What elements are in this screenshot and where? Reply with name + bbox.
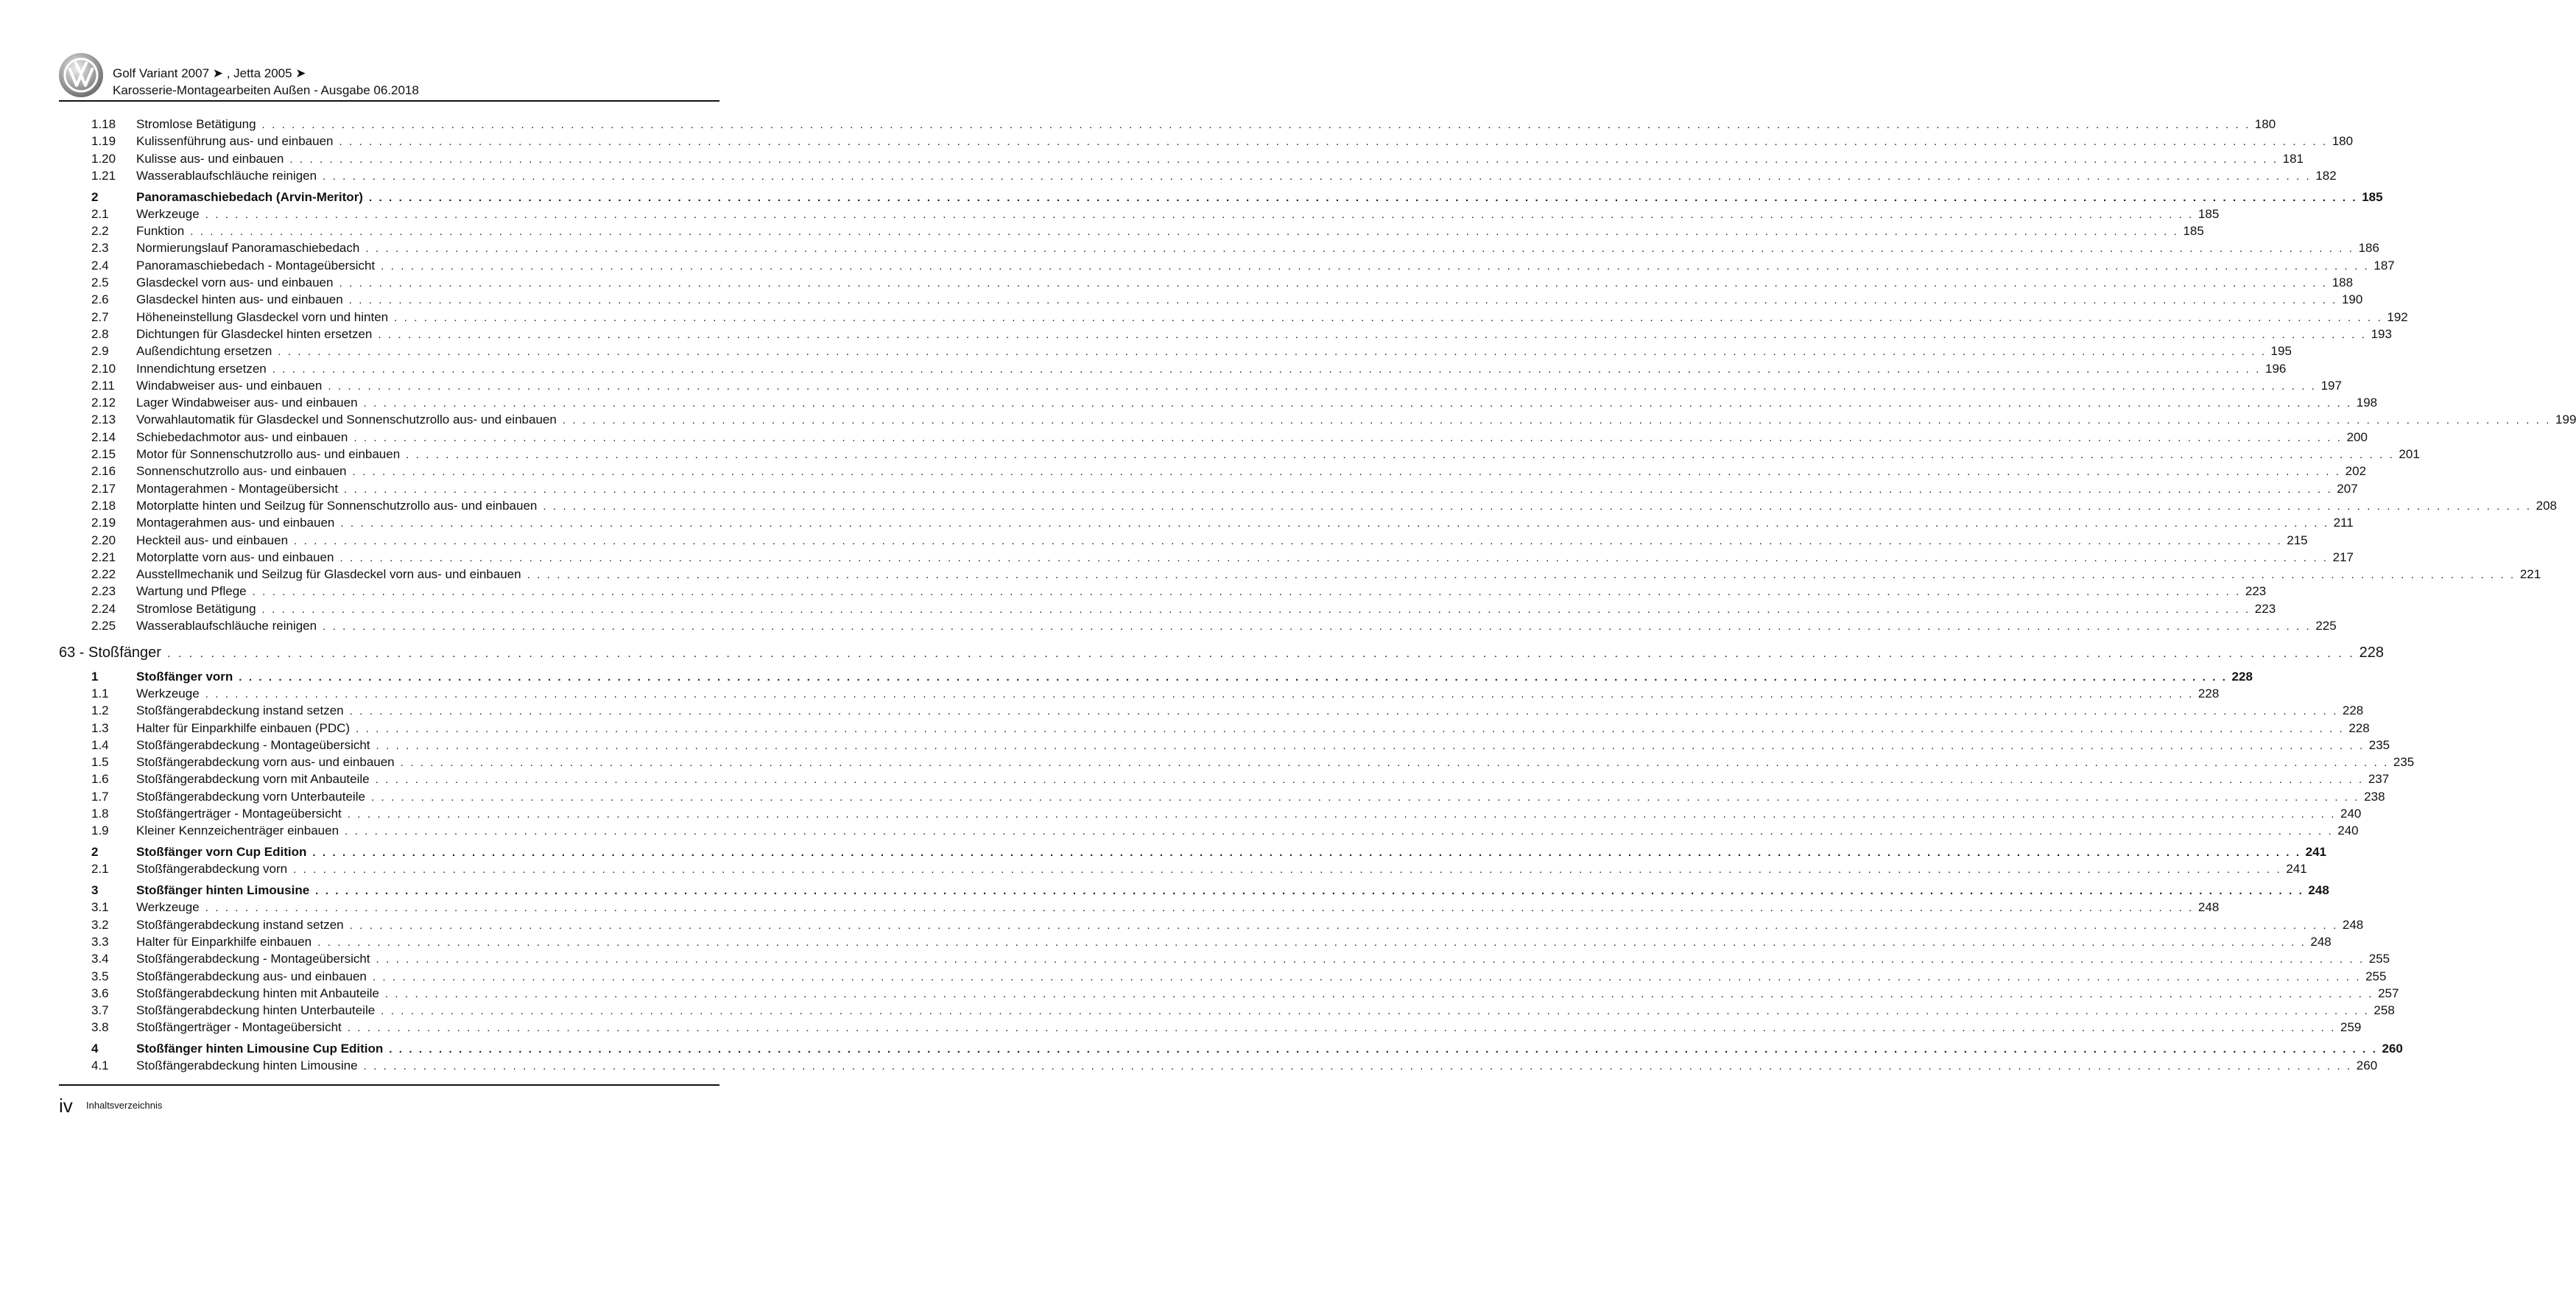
toc-page: 221 [2519,567,2541,582]
toc-number: 2.13 [91,412,116,427]
dot-leader: . . . . . . . . . . . . . . . . . . . . . . . . . . . . . . . . . . . . . . . . . . . . . . . . . . . . . . . . . . . . . . . . . . . . . . . . . . . . . . . . . . . . . . . . . . . . . . . . . . . . . . . . . . . . . . . . . . . . . . . . . . . . . . . . . . . . . . . . . . . . . . . . . . . . . . . . . . . . . . . . . . . . . . . . . . . . . . . . . . . . . . . . . . . . . . . . . . . . . . . . [339,551,2329,564]
toc-number: 2.15 [91,447,116,462]
vw-logo [59,53,103,97]
toc-number: 2.12 [91,396,116,410]
toc-page: 211 [2333,516,2354,530]
toc-page: 185 [2197,206,2220,221]
toc-page: 248 [2308,883,2329,898]
dot-leader: . . . . . . . . . . . . . . . . . . . . . . . . . . . . . . . . . . . . . . . . . . . . . . . . . . . . . . . . . . . . . . . . . . . . . . . . . . . . . . . . . . . . . . . . . . . . . . . . . . . . . . . . . . . . . . . . . . . . . . . . . . . . . . . . . . . . . . . . . . . . . . . . . . . . . . . . . . . . . . . . . . . . . . . . . . . . . . . . . . . . . . . . . . . . . . . . . . . . . . . . [293,863,2282,877]
toc-page: 180 [2254,117,2276,131]
toc-page: 248 [2342,917,2364,932]
toc-title: Glasdeckel hinten aus- und einbauen [136,292,343,307]
toc-title: Stoßfängerträger - Montageübersicht [136,1020,342,1035]
toc-page: 248 [2310,934,2332,949]
toc-number: 2.6 [91,292,109,307]
toc-entry[interactable] [59,429,2368,446]
toc-title: Halter für Einparkhilfe einbauen (PDC) [136,720,351,735]
toc-page: 192 [2387,309,2408,324]
dot-leader: . . . . . . . . . . . . . . . . . . . . . . . . . . . . . . . . . . . . . . . . . . . . . . . . . . . . . . . . . . . . . . . . . . . . . . . . . . . . . . . . . . . . . . . . . . . . . . . . . . . . . . . . . . . . . . . . . . . . . . . . . . . . . . . . . . . . . . . . . . . . . . . . . . . . . . . . . . . . . . . . . . . . . . . . . . . . . . . . . . . . . . . . . . . . . . . . . . . . . . . . [394,311,2383,324]
dot-leader: . . . . . . . . . . . . . . . . . . . . . . . . . . . . . . . . . . . . . . . . . . . . . . . . . . . . . . . . . . . . . . . . . . . . . . . . . . . . . . . . . . . . . . . . . . . . . . . . . . . . . . . . . . . . . . . . . . . . . . . . . . . . . . . . . . . . . . . . . . . . . . . . . . . . . . . . . . . . . . . . . . . . . . . . . . . . . . . . . . . . . . . . . . . . . . . . . . . . . . . . [370,790,2360,804]
dot-leader: . . . . . . . . . . . . . . . . . . . . . . . . . . . . . . . . . . . . . . . . . . . . . . . . . . . . . . . . . . . . . . . . . . . . . . . . . . . . . . . . . . . . . . . . . . . . . . . . . . . . . . . . . . . . . . . . . . . . . . . . . . . . . . . . . . . . . . . . . . . . . . . . . . . . . . . . . . . . . . . . . . . . . . . . . . . . . . . . . . . . . . . . . . . . . . . . . . . . . . . . [239,670,2228,684]
dot-leader: . . . . . . . . . . . . . . . . . . . . . . . . . . . . . . . . . . . . . . . . . . . . . . . . . . . . . . . . . . . . . . . . . . . . . . . . . . . . . . . . . . . . . . . . . . . . . . . . . . . . . . . . . . . . . . . . . . . . . . . . . . . . . . . . . . . . . . . . . . . . . . . . . . . . . . . . . . . . . . . . . . . . . . . . . . . . . . . . . . . . . . . . . . . . . . . . . . . . . . . . [317,935,2306,949]
toc-page: 238 [2364,789,2385,804]
toc-number: 2.21 [91,550,116,564]
toc-number: 1.2 [91,703,109,718]
toc-number: 2.3 [91,241,109,256]
toc-entry[interactable] [59,222,2204,239]
toc-page: 187 [2373,258,2395,273]
toc-entry[interactable] [59,326,2392,343]
toc-page: 259 [2340,1020,2362,1035]
dot-leader: . . . . . . . . . . . . . . . . . . . . . . . . . . . . . . . . . . . . . . . . . . . . . . . . . . . . . . . . . . . . . . . . . . . . . . . . . . . . . . . . . . . . . . . . . . . . . . . . . . . . . . . . . . . . . . . . . . . . . . . . . . . . . . . . . . . . . . . . . . . . . . . . . . . . . . . . . . . . . . . . . . . . . . . . . . . . . . . . . . . . . . . . . . . . . . . . . . . . . . . . [562,414,2552,427]
toc-entry[interactable] [59,167,2337,184]
dot-leader: . . . . . . . . . . . . . . . . . . . . . . . . . . . . . . . . . . . . . . . . . . . . . . . . . . . . . . . . . . . . . . . . . . . . . . . . . . . . . . . . . . . . . . . . . . . . . . . . . . . . . . . . . . . . . . . . . . . . . . . . . . . . . . . . . . . . . . . . . . . . . . . . . . . . . . . . . . . . . . . . . . . . . . . . . . . . . . . . . . . . . . . . . . . . . . . . . . . . . . . . [252,586,2241,599]
toc-page: 225 [2315,619,2337,633]
toc-title: Heckteil aus- und einbauen [136,533,289,547]
dot-leader: . . . . . . . . . . . . . . . . . . . . . . . . . . . . . . . . . . . . . . . . . . . . . . . . . . . . . . . . . . . . . . . . . . . . . . . . . . . . . . . . . . . . . . . . . . . . . . . . . . . . . . . . . . . . . . . . . . . . . . . . . . . . . . . . . . . . . . . . . . . . . . . . . . . . . . . . . . . . . . . . . . . . . . . . . . . . . . . . . . . . . . . . . . . . . . . . . . . . . . . . [353,431,2343,444]
toc-entry[interactable] [59,702,2364,719]
toc-number: 2.7 [91,309,109,324]
toc-title: Stoßfängerabdeckung hinten mit Anbauteile [136,986,379,1000]
toc-page: 257 [2378,986,2399,1000]
toc-title: Stoßfänger vorn [136,669,233,684]
header-model: Golf Variant 2007 ➤ , Jetta 2005 ➤ [113,66,306,80]
toc-entry[interactable] [59,360,2287,377]
toc-number: 2.11 [91,378,115,393]
toc-number: 2.25 [91,619,116,633]
toc-title: Stoßfängerabdeckung hinten Limousine [136,1058,358,1073]
toc-number: 4.1 [91,1058,109,1073]
dot-leader: . . . . . . . . . . . . . . . . . . . . . . . . . . . . . . . . . . . . . . . . . . . . . . . . . . . . . . . . . . . . . . . . . . . . . . . . . . . . . . . . . . . . . . . . . . . . . . . . . . . . . . . . . . . . . . . . . . . . . . . . . . . . . . . . . . . . . . . . . . . . . . . . . . . . . . . . . . . . . . . . . . . . . . . . . . . . . . . . . . . . . . . . . . . . . . . . . . . . . . . . [376,739,2365,752]
toc-page: 197 [2320,378,2342,393]
toc-page: 240 [2340,807,2362,821]
toc-title: Funktion [136,224,185,239]
toc-entry[interactable] [59,788,2385,805]
toc-entry[interactable] [59,446,2420,463]
toc-title: Motorplatte vorn aus- und einbauen [136,550,334,564]
toc-title: Normierungslauf Panoramaschiebedach [136,241,360,256]
dot-leader: . . . . . . . . . . . . . . . . . . . . . . . . . . . . . . . . . . . . . . . . . . . . . . . . . . . . . . . . . . . . . . . . . . . . . . . . . . . . . . . . . . . . . . . . . . . . . . . . . . . . . . . . . . . . . . . . . . . . . . . . . . . . . . . . . . . . . . . . . . . . . . . . . . . . . . . . . . . . . . . . . . . . . . . . . . . . . . . . . . . . . . . . . . . . . . . . . . . . . . . . [261,603,2251,616]
toc-number: 2.18 [91,498,116,513]
toc-page: 255 [2365,969,2387,983]
toc-title: Wasserablaufschläuche reinigen [136,168,317,183]
toc-number: 2.24 [91,601,116,616]
dot-leader: . . . . . . . . . . . . . . . . . . . . . . . . . . . . . . . . . . . . . . . . . . . . . . . . . . . . . . . . . . . . . . . . . . . . . . . . . . . . . . . . . . . . . . . . . . . . . . . . . . . . . . . . . . . . . . . . . . . . . . . . . . . . . . . . . . . . . . . . . . . . . . . . . . . . . . . . . . . . . . . . . . . . . . . . . . . . . . . . . . . . . . . . . . . . . . . . . . . . . . . . [349,919,2338,932]
toc-number: 1.8 [91,807,109,821]
toc-section[interactable] [59,843,2326,860]
toc-page: 185 [2362,189,2383,204]
toc-entry[interactable] [59,822,2359,839]
toc-entry[interactable] [59,1019,2362,1036]
footer-divider [59,1084,719,1086]
toc-entry[interactable] [59,206,2220,222]
toc-title: Werkzeuge [136,900,200,915]
toc-entry[interactable] [59,309,2408,326]
dot-leader: . . . . . . . . . . . . . . . . . . . . . . . . . . . . . . . . . . . . . . . . . . . . . . . . . . . . . . . . . . . . . . . . . . . . . . . . . . . . . . . . . . . . . . . . . . . . . . . . . . . . . . . . . . . . . . . . . . . . . . . . . . . . . . . . . . . . . . . . . . . . . . . . . . . . . . . . . . . . . . . . . . . . . . . . . . . . . . . . . . . . . . . . . . . . . . . . . . . . . . . . [543,499,2532,513]
toc-number: 3.7 [91,1003,109,1018]
toc-number: 3.4 [91,952,109,966]
toc-number: 3.2 [91,917,109,932]
dot-leader: . . . . . . . . . . . . . . . . . . . . . . . . . . . . . . . . . . . . . . . . . . . . . . . . . . . . . . . . . . . . . . . . . . . . . . . . . . . . . . . . . . . . . . . . . . . . . . . . . . . . . . . . . . . . . . . . . . . . . . . . . . . . . . . . . . . . . . . . . . . . . . . . . . . . . . . . . . . . . . . . . . . . . . . . . . . . . . . . . . . . . . . . . . . . . . . . . . . . . . . . [389,1043,2378,1056]
toc-page: 207 [2337,481,2358,496]
toc-title: Stromlose Betätigung [136,601,256,616]
toc-entry[interactable] [59,737,2390,754]
dot-leader: . . . . . . . . . . . . . . . . . . . . . . . . . . . . . . . . . . . . . . . . . . . . . . . . . . . . . . . . . . . . . . . . . . . . . . . . . . . . . . . . . . . . . . . . . . . . . . . . . . . . . . . . . . . . . . . . . . . . . . . . . . . . . . . . . . . . . . . . . . . . . . . . . . . . . . . . . . . . . . . . . . . . . . . . . . . . . . . . . . . . . . . . . . . . . . . . . . . . . . . . [315,885,2304,898]
dot-leader: . . . . . . . . . . . . . . . . . . . . . . . . . . . . . . . . . . . . . . . . . . . . . . . . . . . . . . . . . . . . . . . . . . . . . . . . . . . . . . . . . . . . . . . . . . . . . . . . . . . . . . . . . . . . . . . . . . . . . . . . . . . . . . . . . . . . . . . . . . . . . . . . . . . . . . . . . . . . . . . . . . . . . . . . . . . . . . . . . . . . . . . . . . . . . . . . . . . . . . . . [384,987,2374,1000]
toc-entry[interactable] [59,514,2354,531]
toc-title: Stoßfängerabdeckung instand setzen [136,917,344,932]
toc-number: 1.4 [91,737,109,752]
dot-leader: . . . . . . . . . . . . . . . . . . . . . . . . . . . . . . . . . . . . . . . . . . . . . . . . . . . . . . . . . . . . . . . . . . . . . . . . . . . . . . . . . . . . . . . . . . . . . . . . . . . . . . . . . . . . . . . . . . . . . . . . . . . . . . . . . . . . . . . . . . . . . . . . . . . . . . . . . . . . . . . . . . . . . . . . . . . . . . . . . . . . . . . . . . . . . . . . . . . . . . . . [527,569,2516,582]
dot-leader: . . . . . . . . . . . . . . . . . . . . . . . . . . . . . . . . . . . . . . . . . . . . . . . . . . . . . . . . . . . . . . . . . . . . . . . . . . . . . . . . . . . . . . . . . . . . . . . . . . . . . . . . . . . . . . . . . . . . . . . . . . . . . . . . . . . . . . . . . . . . . . . . . . . . . . . . . . . . . . . . . . . . . . . . . . . . . . . . . . . . . . . . . . . . . . . . . . . . . . . . [205,208,2194,221]
toc-entry[interactable] [59,394,2378,411]
dot-leader: . . . . . . . . . . . . . . . . . . . . . . . . . . . . . . . . . . . . . . . . . . . . . . . . . . . . . . . . . . . . . . . . . . . . . . . . . . . . . . . . . . . . . . . . . . . . . . . . . . . . . . . . . . . . . . . . . . . . . . . . . . . . . . . . . . . . . . . . . . . . . . . . . . . . . . . . . . . . . . . . . . . . . . . . . . . . . . . . . . . . . . . . . . . . . . . . . . . . . . . . [347,808,2336,821]
toc-title: Vorwahlautomatik für Glasdeckel und Sonnenschutzrollo aus- und einbauen [136,412,557,427]
toc-title: Stoßfängerabdeckung hinten Unterbauteile [136,1003,376,1018]
toc-number: 2 [91,845,99,860]
toc-entry[interactable] [59,770,2390,787]
toc-title: Innendichtung ersetzen [136,361,267,376]
toc-entry[interactable] [59,985,2399,1002]
toc-entry[interactable] [59,899,2220,916]
toc-title: Höheneinstellung Glasdeckel vorn und hinten [136,309,389,324]
toc-entry[interactable] [59,968,2387,985]
toc-page: 200 [2346,429,2368,444]
toc-entry[interactable] [59,133,2354,150]
dot-leader: . . . . . . . . . . . . . . . . . . . . . . . . . . . . . . . . . . . . . . . . . . . . . . . . . . . . . . . . . . . . . . . . . . . . . . . . . . . . . . . . . . . . . . . . . . . . . . . . . . . . . . . . . . . . . . . . . . . . . . . . . . . . . . . . . . . . . . . . . . . . . . . . . . . . . . . . . . . . . . . . . . . . . . . . . . . . . . . . . . . . . . . . . . . . . . . . . . . . . . . . [356,722,2345,735]
toc-number: 2.14 [91,429,116,444]
toc-entry[interactable] [59,150,2304,167]
toc-chapter[interactable] [59,642,2385,664]
toc-page: 186 [2358,241,2379,256]
dot-leader: . . . . . . . . . . . . . . . . . . . . . . . . . . . . . . . . . . . . . . . . . . . . . . . . . . . . . . . . . . . . . . . . . . . . . . . . . . . . . . . . . . . . . . . . . . . . . . . . . . . . . . . . . . . . . . . . . . . . . . . . . . . . . . . . . . . . . . . . . . . . . . . . . . . . . . . . . . . . . . . . . . . . . . . . . . . . . . . . . . . . . . . . . . . . . . . . . . . . . . . . [372,970,2362,983]
dot-leader: . . . . . . . . . . . . . . . . . . . . . . . . . . . . . . . . . . . . . . . . . . . . . . . . . . . . . . . . . . . . . . . . . . . . . . . . . . . . . . . . . . . . . . . . . . . . . . . . . . . . . . . . . . . . . . . . . . . . . . . . . . . . . . . . . . . . . . . . . . . . . . . . . . . . . . . . . . . . . . . . . . . . . . . . . . . . . . . . . . . . . . . . . . . . . . . . . . . . . . . . [363,1060,2352,1073]
toc-title: Stoßfänger vorn Cup Edition [136,845,307,860]
dot-leader: . . . . . . . . . . . . . . . . . . . . . . . . . . . . . . . . . . . . . . . . . . . . . . . . . . . . . . . . . . . . . . . . . . . . . . . . . . . . . . . . . . . . . . . . . . . . . . . . . . . . . . . . . . . . . . . . . . . . . . . . . . . . . . . . . . . . . . . . . . . . . . . . . . . . . . . . . . . . . . . . . . . . . . . . . . . . . . . . . . . . . . . . . . . . . . . . . . . . . . . . [381,1005,2370,1018]
toc-entry[interactable] [59,805,2362,822]
footer-label: Inhaltsverzeichnis [86,1100,163,1111]
dot-leader: . . . . . . . . . . . . . . . . . . . . . . . . . . . . . . . . . . . . . . . . . . . . . . . . . . . . . . . . . . . . . . . . . . . . . . . . . . . . . . . . . . . . . . . . . . . . . . . . . . . . . . . . . . . . . . . . . . . . . . . . . . . . . . . . . . . . . . . . . . . . . . . . . . . . . . . . . . . . . . . . . . . . . . . . . . . . . . . . . . . . . . . . . . . . . . . . . . . . . . . . [205,687,2194,701]
toc-title: Panoramaschiebedach - Montageübersicht [136,258,376,273]
toc-entry[interactable] [59,916,2364,933]
toc-entry[interactable] [59,860,2307,877]
toc-entry[interactable] [59,754,2415,770]
toc-title: Montagerahmen aus- und einbauen [136,516,335,530]
dot-leader: . . . . . . . . . . . . . . . . . . . . . . . . . . . . . . . . . . . . . . . . . . . . . . . . . . . . . . . . . . . . . . . . . . . . . . . . . . . . . . . . . . . . . . . . . . . . . . . . . . . . . . . . . . . . . . . . . . . . . . . . . . . . . . . . . . . . . . . . . . . . . . . . . . . . . . . . . . . . . . . . . . . . . . . . . . . . . . . . . . . . . . . . . . . . . . . . . . . . . . . . [352,466,2341,479]
toc-entry[interactable] [59,497,2557,514]
toc-title: Montagerahmen - Montageübersicht [136,481,339,496]
toc-entry[interactable] [59,343,2292,359]
toc-title: Stoßfängerabdeckung - Montageübersicht [136,952,370,966]
toc-entry[interactable] [59,583,2267,600]
toc-page: 240 [2337,824,2359,838]
toc-number: 1.6 [91,772,109,787]
toc-page: 223 [2245,584,2267,599]
toc-entry[interactable] [59,274,2354,291]
toc-title: Stromlose Betätigung [136,117,256,131]
toc-title: Kulisse aus- und einbauen [136,151,284,166]
toc-entry[interactable] [59,600,2276,617]
dot-leader: . . . . . . . . . . . . . . . . . . . . . . . . . . . . . . . . . . . . . . . . . . . . . . . . . . . . . . . . . . . . . . . . . . . . . . . . . . . . . . . . . . . . . . . . . . . . . . . . . . . . . . . . . . . . . . . . . . . . . . . . . . . . . . . . . . . . . . . . . . . . . . . . . . . . . . . . . . . . . . . . . . . . . . . . . . . . . . . . . . . . . . . . . . . . . . . . . . . . . . . . [349,705,2338,718]
toc-title: Motor für Sonnenschutzrollo aus- und einbauen [136,447,401,462]
toc-page: 235 [2368,737,2390,752]
toc-title: Stoßfängerabdeckung vorn mit Anbauteile [136,772,370,787]
toc-title: Windabweiser aus- und einbauen [136,378,323,393]
toc-page: 188 [2332,275,2354,290]
toc-title: Schiebedachmotor aus- und einbauen [136,429,348,444]
dot-leader: . . . . . . . . . . . . . . . . . . . . . . . . . . . . . . . . . . . . . . . . . . . . . . . . . . . . . . . . . . . . . . . . . . . . . . . . . . . . . . . . . . . . . . . . . . . . . . . . . . . . . . . . . . . . . . . . . . . . . . . . . . . . . . . . . . . . . . . . . . . . . . . . . . . . . . . . . . . . . . . . . . . . . . . . . . . . . . . . . . . . . . . . . . . . . . . . . . . . . . . . [348,294,2337,307]
toc-number: 2.22 [91,567,116,582]
toc-title: Werkzeuge [136,686,200,701]
toc-number: 2.2 [91,224,109,239]
dot-leader: . . . . . . . . . . . . . . . . . . . . . . . . . . . . . . . . . . . . . . . . . . . . . . . . . . . . . . . . . . . . . . . . . . . . . . . . . . . . . . . . . . . . . . . . . . . . . . . . . . . . . . . . . . . . . . . . . . . . . . . . . . . . . . . . . . . . . . . . . . . . . . . . . . . . . . . . . . . . . . . . . . . . . . . . . . . . . . . . . . . . . . . . . . . . . . . . . . . . . . . . [340,517,2329,530]
toc-title: Außendichtung ersetzen [136,344,272,359]
dot-leader: . . . . . . . . . . . . . . . . . . . . . . . . . . . . . . . . . . . . . . . . . . . . . . . . . . . . . . . . . . . . . . . . . . . . . . . . . . . . . . . . . . . . . . . . . . . . . . . . . . . . . . . . . . . . . . . . . . . . . . . . . . . . . . . . . . . . . . . . . . . . . . . . . . . . . . . . . . . . . . . . . . . . . . . . . . . . . . . . . . . . . . . . . . . . . . . . . . . . . . . . [261,119,2251,131]
toc-section[interactable] [59,882,2329,899]
dot-leader: . . . . . . . . . . . . . . . . . . . . . . . . . . . . . . . . . . . . . . . . . . . . . . . . . . . . . . . . . . . . . . . . . . . . . . . . . . . . . . . . . . . . . . . . . . . . . . . . . . . . . . . . . . . . . . . . . . . . . . . . . . . . . . . . . . . . . . . . . . . . . . . . . . . . . . . . . . . . . . . . . . . . . . . . . . . . . . . . . . . . . . . . . . . . . . . . . . . . . . . . [339,136,2328,149]
toc-section[interactable] [59,1040,2403,1057]
dot-leader: . . . . . . . . . . . . . . . . . . . . . . . . . . . . . . . . . . . . . . . . . . . . . . . . . . . . . . . . . . . . . . . . . . . . . . . . . . . . . . . . . . . . . . . . . . . . . . . . . . . . . . . . . . . . . . . . . . . . . . . . . . . . . . . . . . . . . . . . . . . . . . . . . . . . . . . . . . . . . . . . . . . . . . . . . . . . . . . . . . . . . . . . . . . . . . . . . . . . . . . . [289,152,2278,166]
footer-page-number: iv [59,1095,73,1117]
toc-page: 260 [2356,1058,2378,1073]
toc-number: 1.3 [91,720,109,735]
toc-number: 3.8 [91,1020,109,1035]
toc-page: 228 [2342,703,2364,718]
toc-title: Wartung und Pflege [136,584,247,599]
toc-page: 255 [2368,952,2390,966]
dot-leader: . . . . . . . . . . . . . . . . . . . . . . . . . . . . . . . . . . . . . . . . . . . . . . . . . . . . . . . . . . . . . . . . . . . . . . . . . . . . . . . . . . . . . . . . . . . . . . . . . . . . . . . . . . . . . . . . . . . . . . . . . . . . . . . . . . . . . . . . . . . . . . . . . . . . . . . . . . . . . . . . . . . . . . . . . . . . . . . . . . . . . . . . . . . . . . . . . . . . . . . . [365,242,2354,256]
toc-title: Stoßfänger hinten Limousine [136,883,310,898]
toc-page: 190 [2341,292,2363,307]
toc-page: 180 [2332,134,2354,149]
toc-page: 196 [2264,361,2287,376]
toc-page: 228 [2348,720,2370,735]
toc-title: Dichtungen für Glasdeckel hinten ersetzen [136,326,373,341]
toc-page: 241 [2305,845,2326,860]
toc-entry[interactable] [59,617,2337,634]
toc-title: Panoramaschiebedach (Arvin-Meritor) [136,189,363,204]
toc-number: 2.4 [91,258,109,273]
toc-page: 217 [2332,550,2354,564]
toc-number: 1.9 [91,824,109,838]
dot-leader: . . . . . . . . . . . . . . . . . . . . . . . . . . . . . . . . . . . . . . . . . . . . . . . . . . . . . . . . . . . . . . . . . . . . . . . . . . . . . . . . . . . . . . . . . . . . . . . . . . . . . . . . . . . . . . . . . . . . . . . . . . . . . . . . . . . . . . . . . . . . . . . . . . . . . . . . . . . . . . . . . . . . . . . . . . . . . . . . . . . . . . . . . . . . . . . . . . . . . . . . [400,756,2389,770]
toc-number: 3 [91,883,99,898]
toc-title: Ausstellmechanik und Seilzug für Glasdeckel vorn aus- und einbauen [136,567,521,582]
toc-page: 223 [2254,601,2276,616]
toc-entry[interactable] [59,933,2332,950]
toc-section[interactable] [59,668,2253,685]
toc-page: 195 [2270,344,2292,359]
toc-number: 2.1 [91,862,109,877]
toc-entry[interactable] [59,411,2576,428]
dot-leader: . . . . . . . . . . . . . . . . . . . . . . . . . . . . . . . . . . . . . . . . . . . . . . . . . . . . . . . . . . . . . . . . . . . . . . . . . . . . . . . . . . . . . . . . . . . . . . . . . . . . . . . . . . . . . . . . . . . . . . . . . . . . . . . . . . . . . . . . . . . . . . . . . . . . . . . . . . . . . . . . . . . . . . . . . . . . . . . . . . . . . . . . . . . . . . . . . . . . . . . . [368,191,2358,204]
toc-number: 2.10 [91,361,116,376]
toc-number: 1.20 [91,151,116,166]
toc-number: 2.5 [91,275,109,290]
toc-entry[interactable] [59,720,2370,737]
toc-number: 2.20 [91,533,116,547]
toc-entry[interactable] [59,377,2342,394]
toc-number: 4 [91,1042,99,1056]
toc-title: Kulissenführung aus- und einbauen [136,134,334,149]
toc-page: 228 [2359,645,2385,661]
dot-leader: . . . . . . . . . . . . . . . . . . . . . . . . . . . . . . . . . . . . . . . . . . . . . . . . . . . . . . . . . . . . . . . . . . . . . . . . . . . . . . . . . . . . . . . . . . . . . . . . . . . . . . . . . . . . . . . . . . . . . . . . . . . . . . . . . . . . . . . . . . . . . . . . . . . . . . . . . . . . . . . . . . . . . . . . . . . . . . . . . . . . . . . . . . . . . . . . . . . . . . . . [339,277,2328,290]
toc-section[interactable] [59,189,2383,206]
toc-page: 202 [2345,464,2367,479]
header-manual-title: Karosserie-Montagearbeiten Außen - Ausgabe 06.2018 [113,83,419,97]
dot-leader: . . . . . . . . . . . . . . . . . . . . . . . . . . . . . . . . . . . . . . . . . . . . . . . . . . . . . . . . . . . . . . . . . . . . . . . . . . . . . . . . . . . . . . . . . . . . . . . . . . . . . . . . . . . . . . . . . . . . . . . . . . . . . . . . . . . . . . . . . . . . . . . . . . . . . . . . . . . . . . . . . . . . . . . . . . . . . . . . . . . . . . . . . . . . . . . . . . . . . . . . [328,379,2317,393]
toc-page: 258 [2373,1003,2395,1018]
toc-title: Lager Windabweiser aus- und einbauen [136,396,358,410]
dot-leader: . . . . . . . . . . . . . . . . . . . . . . . . . . . . . . . . . . . . . . . . . . . . . . . . . . . . . . . . . . . . . . . . . . . . . . . . . . . . . . . . . . . . . . . . . . . . . . . . . . . . . . . . . . . . . . . . . . . . . . . . . . . . . . . . . . . . . . . . . . . . . . . . . . . . . . . . . . . . . . . . . . . . . . . . . . . . . . . . . . . . . . . . . . . . . . . . . . . . . . . . [345,825,2334,838]
toc-page: 181 [2282,151,2304,166]
toc-entry[interactable] [59,291,2363,308]
dot-leader: . . . . . . . . . . . . . . . . . . . . . . . . . . . . . . . . . . . . . . . . . . . . . . . . . . . . . . . . . . . . . . . . . . . . . . . . . . . . . . . . . . . . . . . . . . . . . . . . . . . . . . . . . . . . . . . . . . . . . . . . . . . . . . . . . . . . . . . . . . . . . . . . . . . . . . . . . . . . . . . . . . . . . . . . . . . . . . . . . . . . . . . . . . . . . . . . . . . . . . . . [363,397,2352,410]
toc-entry[interactable] [59,566,2541,583]
toc-entry[interactable] [59,116,2276,133]
dot-leader: . . . . . . . . . . . . . . . . . . . . . . . . . . . . . . . . . . . . . . . . . . . . . . . . . . . . . . . . . . . . . . . . . . . . . . . . . . . . . . . . . . . . . . . . . . . . . . . . . . . . . . . . . . . . . . . . . . . . . . . . . . . . . . . . . . . . . . . . . . . . . . . . . . . . . . . . . . . . . . . . . . . . . . . . . . . . . . . . . . . . . . . . . . . . . . . . . . . . . . . . [347,1022,2336,1035]
toc-page: 235 [2393,755,2415,770]
toc-title: Stoßfängerabdeckung vorn Unterbauteile [136,789,365,804]
toc-entry[interactable] [59,239,2379,256]
toc-title: Stoßfängerabdeckung - Montageübersicht [136,737,370,752]
toc-page: 185 [2183,224,2204,239]
toc-page: 208 [2535,498,2557,513]
toc-page: 228 [2197,686,2220,701]
toc-title: Stoßfängerträger - Montageübersicht [136,807,342,821]
dot-leader: . . . . . . . . . . . . . . . . . . . . . . . . . . . . . . . . . . . . . . . . . . . . . . . . . . . . . . . . . . . . . . . . . . . . . . . . . . . . . . . . . . . . . . . . . . . . . . . . . . . . . . . . . . . . . . . . . . . . . . . . . . . . . . . . . . . . . . . . . . . . . . . . . . . . . . . . . . . . . . . . . . . . . . . . . . . . . . . . . . . . . . . . . . . . . . . . . . . . . . . . [205,902,2194,915]
toc-title: Halter für Einparkhilfe einbauen [136,934,312,949]
toc-number: 1.7 [91,789,109,804]
dot-leader: . . . . . . . . . . . . . . . . . . . . . . . . . . . . . . . . . . . . . . . . . . . . . . . . . . . . . . . . . . . . . . . . . . . . . . . . . . . . . . . . . . . . . . . . . . . . . . . . . . . . . . . . . . . . . . . . . . . . . . . . . . . . . . . . . . . . . . . . . . . . . . . . . . . . . . . . . . . . . . . . . . . . . . . . . . . . . . . . . . . . . . . . . . . . . . . . . . . . . . . . [166,647,2355,661]
toc-entry[interactable] [59,549,2354,566]
toc-title: Stoßfängerabdeckung instand setzen [136,703,344,718]
dot-leader: . . . . . . . . . . . . . . . . . . . . . . . . . . . . . . . . . . . . . . . . . . . . . . . . . . . . . . . . . . . . . . . . . . . . . . . . . . . . . . . . . . . . . . . . . . . . . . . . . . . . . . . . . . . . . . . . . . . . . . . . . . . . . . . . . . . . . . . . . . . . . . . . . . . . . . . . . . . . . . . . . . . . . . . . . . . . . . . . . . . . . . . . . . . . . . . . . . . . . . . . [381,259,2370,273]
toc-page: 228 [2231,669,2253,684]
toc-page: 248 [2197,900,2220,915]
dot-leader: . . . . . . . . . . . . . . . . . . . . . . . . . . . . . . . . . . . . . . . . . . . . . . . . . . . . . . . . . . . . . . . . . . . . . . . . . . . . . . . . . . . . . . . . . . . . . . . . . . . . . . . . . . . . . . . . . . . . . . . . . . . . . . . . . . . . . . . . . . . . . . . . . . . . . . . . . . . . . . . . . . . . . . . . . . . . . . . . . . . . . . . . . . . . . . . . . . . . . . . . [378,328,2367,341]
toc-title: Wasserablaufschläuche reinigen [136,619,317,633]
toc-page: 199 [2555,412,2576,427]
toc-number: 3.3 [91,934,109,949]
toc-number: 1.5 [91,755,109,770]
toc-number: 1 [91,669,99,684]
dot-leader: . . . . . . . . . . . . . . . . . . . . . . . . . . . . . . . . . . . . . . . . . . . . . . . . . . . . . . . . . . . . . . . . . . . . . . . . . . . . . . . . . . . . . . . . . . . . . . . . . . . . . . . . . . . . . . . . . . . . . . . . . . . . . . . . . . . . . . . . . . . . . . . . . . . . . . . . . . . . . . . . . . . . . . . . . . . . . . . . . . . . . . . . . . . . . . . . . . . . . . . . [272,362,2261,376]
dot-leader: . . . . . . . . . . . . . . . . . . . . . . . . . . . . . . . . . . . . . . . . . . . . . . . . . . . . . . . . . . . . . . . . . . . . . . . . . . . . . . . . . . . . . . . . . . . . . . . . . . . . . . . . . . . . . . . . . . . . . . . . . . . . . . . . . . . . . . . . . . . . . . . . . . . . . . . . . . . . . . . . . . . . . . . . . . . . . . . . . . . . . . . . . . . . . . . . . . . . . . . . [376,953,2365,966]
dot-leader: . . . . . . . . . . . . . . . . . . . . . . . . . . . . . . . . . . . . . . . . . . . . . . . . . . . . . . . . . . . . . . . . . . . . . . . . . . . . . . . . . . . . . . . . . . . . . . . . . . . . . . . . . . . . . . . . . . . . . . . . . . . . . . . . . . . . . . . . . . . . . . . . . . . . . . . . . . . . . . . . . . . . . . . . . . . . . . . . . . . . . . . . . . . . . . . . . . . . . . . . [375,773,2364,787]
toc-page: 237 [2368,772,2390,787]
toc-page: 215 [2287,533,2308,547]
toc-title: Motorplatte hinten und Seilzug für Sonnenschutzrollo aus- und einbauen [136,498,538,513]
toc-number: 2.8 [91,326,109,341]
toc-entry[interactable] [59,463,2367,480]
table-of-contents [59,116,2576,1075]
toc-number: 2 [91,189,99,204]
toc-entry[interactable] [59,1057,2378,1074]
dot-leader: . . . . . . . . . . . . . . . . . . . . . . . . . . . . . . . . . . . . . . . . . . . . . . . . . . . . . . . . . . . . . . . . . . . . . . . . . . . . . . . . . . . . . . . . . . . . . . . . . . . . . . . . . . . . . . . . . . . . . . . . . . . . . . . . . . . . . . . . . . . . . . . . . . . . . . . . . . . . . . . . . . . . . . . . . . . . . . . . . . . . . . . . . . . . . . . . . . . . . . . . [406,449,2395,462]
toc-entry[interactable] [59,1002,2395,1019]
toc-page: 198 [2356,396,2378,410]
dot-leader: . . . . . . . . . . . . . . . . . . . . . . . . . . . . . . . . . . . . . . . . . . . . . . . . . . . . . . . . . . . . . . . . . . . . . . . . . . . . . . . . . . . . . . . . . . . . . . . . . . . . . . . . . . . . . . . . . . . . . . . . . . . . . . . . . . . . . . . . . . . . . . . . . . . . . . . . . . . . . . . . . . . . . . . . . . . . . . . . . . . . . . . . . . . . . . . . . . . . . . . . [344,482,2333,496]
toc-page: 201 [2399,447,2420,462]
toc-title: Stoßfängerabdeckung vorn aus- und einbauen [136,755,395,770]
toc-title: Kleiner Kennzeichenträger einbauen [136,824,339,838]
toc-page: 260 [2382,1042,2403,1056]
toc-number: 2.16 [91,464,116,479]
toc-number: 1.1 [91,686,109,701]
toc-page: 241 [2286,862,2307,877]
toc-number: 1.18 [91,117,116,131]
toc-entry[interactable] [59,480,2358,497]
toc-entry[interactable] [59,257,2395,274]
toc-title: 63 - Stoßfänger [59,645,161,661]
toc-number: 2.19 [91,516,116,530]
toc-title: Werkzeuge [136,206,200,221]
dot-leader: . . . . . . . . . . . . . . . . . . . . . . . . . . . . . . . . . . . . . . . . . . . . . . . . . . . . . . . . . . . . . . . . . . . . . . . . . . . . . . . . . . . . . . . . . . . . . . . . . . . . . . . . . . . . . . . . . . . . . . . . . . . . . . . . . . . . . . . . . . . . . . . . . . . . . . . . . . . . . . . . . . . . . . . . . . . . . . . . . . . . . . . . . . . . . . . . . . . . . . . . [190,225,2179,239]
toc-entry[interactable] [59,685,2220,702]
toc-entry[interactable] [59,532,2308,549]
dot-leader: . . . . . . . . . . . . . . . . . . . . . . . . . . . . . . . . . . . . . . . . . . . . . . . . . . . . . . . . . . . . . . . . . . . . . . . . . . . . . . . . . . . . . . . . . . . . . . . . . . . . . . . . . . . . . . . . . . . . . . . . . . . . . . . . . . . . . . . . . . . . . . . . . . . . . . . . . . . . . . . . . . . . . . . . . . . . . . . . . . . . . . . . . . . . . . . . . . . . . . . . [278,345,2267,359]
toc-number: 2.23 [91,584,116,599]
toc-number: 2.1 [91,206,109,221]
toc-title: Stoßfängerabdeckung vorn [136,862,288,877]
toc-number: 1.21 [91,168,116,183]
toc-page: 193 [2371,326,2392,341]
dot-leader: . . . . . . . . . . . . . . . . . . . . . . . . . . . . . . . . . . . . . . . . . . . . . . . . . . . . . . . . . . . . . . . . . . . . . . . . . . . . . . . . . . . . . . . . . . . . . . . . . . . . . . . . . . . . . . . . . . . . . . . . . . . . . . . . . . . . . . . . . . . . . . . . . . . . . . . . . . . . . . . . . . . . . . . . . . . . . . . . . . . . . . . . . . . . . . . . . . . . . . . . [294,534,2283,547]
toc-number: 2.17 [91,481,116,496]
dot-leader: . . . . . . . . . . . . . . . . . . . . . . . . . . . . . . . . . . . . . . . . . . . . . . . . . . . . . . . . . . . . . . . . . . . . . . . . . . . . . . . . . . . . . . . . . . . . . . . . . . . . . . . . . . . . . . . . . . . . . . . . . . . . . . . . . . . . . . . . . . . . . . . . . . . . . . . . . . . . . . . . . . . . . . . . . . . . . . . . . . . . . . . . . . . . . . . . . . . . . . . . [312,846,2301,860]
toc-number: 2.9 [91,344,109,359]
toc-title: Glasdeckel vorn aus- und einbauen [136,275,334,290]
toc-number: 1.19 [91,134,116,149]
header-divider [59,100,719,102]
toc-number: 3.6 [91,986,109,1000]
toc-title: Stoßfängerabdeckung aus- und einbauen [136,969,367,983]
toc-page: 182 [2315,168,2337,183]
toc-title: Stoßfänger hinten Limousine Cup Edition [136,1042,384,1056]
toc-entry[interactable] [59,950,2390,967]
toc-title: Sonnenschutzrollo aus- und einbauen [136,464,347,479]
dot-leader: . . . . . . . . . . . . . . . . . . . . . . . . . . . . . . . . . . . . . . . . . . . . . . . . . . . . . . . . . . . . . . . . . . . . . . . . . . . . . . . . . . . . . . . . . . . . . . . . . . . . . . . . . . . . . . . . . . . . . . . . . . . . . . . . . . . . . . . . . . . . . . . . . . . . . . . . . . . . . . . . . . . . . . . . . . . . . . . . . . . . . . . . . . . . . . . . . . . . . . . . [323,620,2312,633]
toc-number: 3.5 [91,969,109,983]
toc-number: 3.1 [91,900,109,915]
dot-leader: . . . . . . . . . . . . . . . . . . . . . . . . . . . . . . . . . . . . . . . . . . . . . . . . . . . . . . . . . . . . . . . . . . . . . . . . . . . . . . . . . . . . . . . . . . . . . . . . . . . . . . . . . . . . . . . . . . . . . . . . . . . . . . . . . . . . . . . . . . . . . . . . . . . . . . . . . . . . . . . . . . . . . . . . . . . . . . . . . . . . . . . . . . . . . . . . . . . . . . . . [323,169,2312,183]
